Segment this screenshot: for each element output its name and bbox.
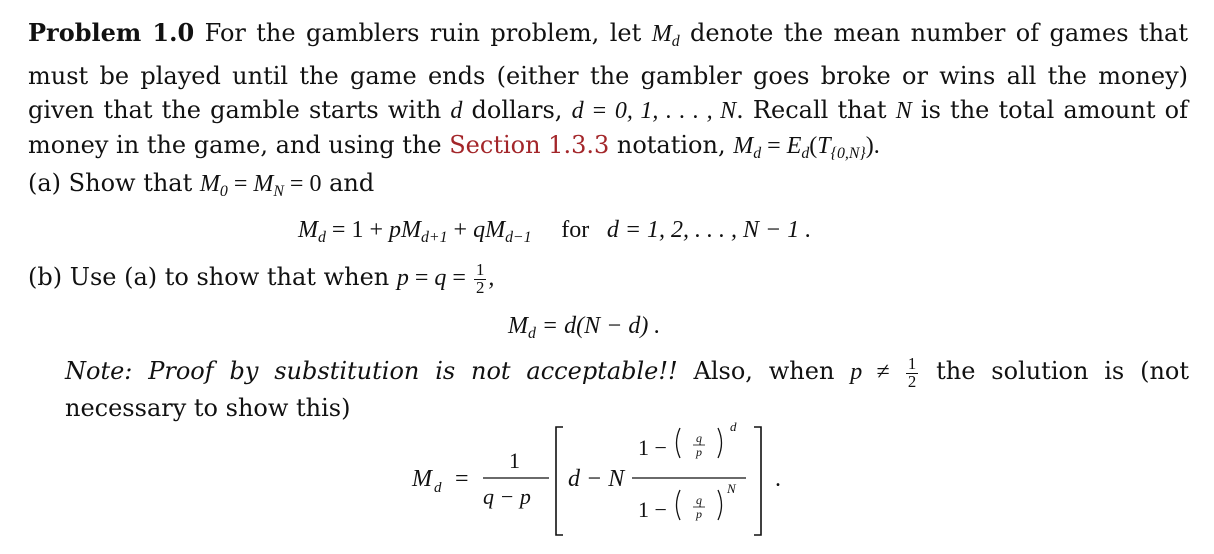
problem-label: Problem 1.0 xyxy=(28,18,195,47)
right-bracket xyxy=(754,427,761,535)
p-neq-half: p ≠ $\frac{1}{2}$ xyxy=(850,354,917,391)
part-b-label: (b) xyxy=(28,263,63,291)
equation-for: for xyxy=(561,217,590,243)
denominator-one-minus: 1 − xyxy=(638,497,667,522)
part-a-and: and xyxy=(321,169,375,197)
symbol-d: d xyxy=(450,98,463,125)
svg-text:d: d xyxy=(730,419,737,434)
formula-q-minus-p: q − p xyxy=(483,484,531,509)
formula-equals: = xyxy=(455,466,469,492)
note-rest-1: Also, when xyxy=(677,357,851,385)
left-bracket xyxy=(556,427,563,535)
section-link[interactable]: Section 1.3.3 xyxy=(449,131,610,160)
formula-M: M xyxy=(412,466,432,492)
boundary-condition: $M_0 = M_N = 0$ xyxy=(199,171,322,201)
notation-equation: $M_d = E_d(T_{\{0,N\}})$ xyxy=(733,133,874,163)
note-rest-2: the solution is (not necessary to show this) xyxy=(65,357,1189,422)
intro-text-4: . Recall that xyxy=(736,96,896,125)
symbol-N: N xyxy=(895,98,912,125)
svg-text:q: q xyxy=(696,493,702,507)
intro-text-2: denote the mean number of games that must be played until the game ends (either the gambler goes broke or wins all the money) given that the gamble starts with xyxy=(28,19,1188,125)
intro-text-6: notation, xyxy=(609,131,734,160)
part-a-text: Show that xyxy=(61,169,200,197)
formula-sub-d: d xyxy=(434,480,442,496)
p-equals-q-half: p = q = $\frac{1}{2}$ , xyxy=(396,260,495,297)
svg-text:N: N xyxy=(727,481,736,496)
numerator-one-minus: 1 − xyxy=(638,435,667,460)
intro-text-1: For the gamblers ruin problem, let xyxy=(194,19,652,47)
formula-d-minus-N: d − N xyxy=(568,466,625,492)
intro-text-3: dollars, xyxy=(462,96,572,125)
svg-text:p: p xyxy=(696,445,702,459)
svg-text:q: q xyxy=(696,431,702,445)
problem-statement: Problem 1.0 For the gamblers ruin problem, let $M_d$ denote the mean number of games that must be played until the game ends (either the gambler goes broke or wins all the money) given that the gamble starts with d dollars, d = 0, 1, . . . , N. Recall that N is the total amount of money in the game, and using the Section 1.3.3 notation, $M_d = E_d(T_{\{0,N\}})$. xyxy=(28,18,1188,163)
note-italic: Note: Proof by substitution is not acceptable!! xyxy=(65,357,678,385)
equation-range: d = 1, 2, . . . , N − 1 . xyxy=(606,217,812,243)
part-b-result: $M_d = d(N - d)$ . xyxy=(508,313,661,343)
part-a-label: (a) xyxy=(28,169,62,197)
part-b-text: Use (a) to show that when xyxy=(62,263,397,291)
recurrence-equation: $M_d = 1 + pM_{d+1} + qM_{d-1}$ for d = 1, 2, . . . , N − 1 . xyxy=(298,217,812,247)
svg-text:p: p xyxy=(696,507,702,521)
range-d: d = 0, 1, . . . , N xyxy=(571,98,737,125)
formula-one: 1 xyxy=(509,448,520,473)
intro-text-5: is the total amount of money in the game, and using the xyxy=(28,96,1188,160)
svg-text:.: . xyxy=(775,466,781,492)
symbol-Md: $M_d$ xyxy=(651,21,680,51)
